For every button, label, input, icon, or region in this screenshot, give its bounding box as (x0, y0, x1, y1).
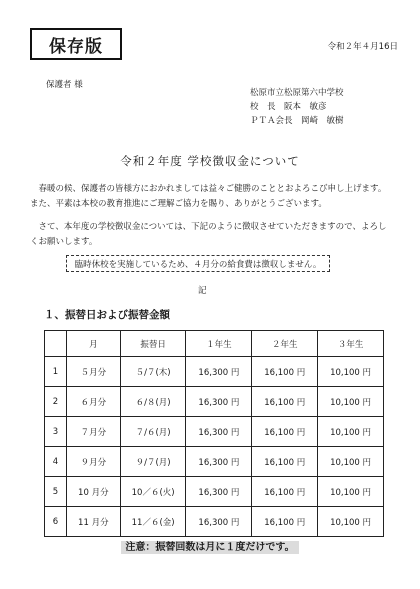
row-grade-2-amount: 16,100 円 (252, 447, 318, 477)
table-row (45, 387, 384, 417)
header-month: 月 (66, 331, 120, 357)
archive-stamp: 保存版 (30, 28, 122, 60)
fee-table (44, 330, 384, 537)
table-row (45, 477, 384, 507)
row-grade-2-amount: 16,100 円 (252, 387, 318, 417)
row-grade-2-amount: 16,100 円 (252, 357, 318, 387)
row-grade-2-amount: 16,100 円 (252, 507, 318, 537)
header-grade-2: ２年生 (252, 331, 318, 357)
header-no (45, 331, 67, 357)
row-grade-3-amount: 10,100 円 (318, 507, 384, 537)
row-transfer-date: 10／６(火) (120, 477, 186, 507)
row-month: ６月分 (66, 387, 120, 417)
row-transfer-date: ５/７(木) (120, 357, 186, 387)
row-grade-2-amount: 16,100 円 (252, 477, 318, 507)
section-title: １、振替日および振替金額 (44, 309, 170, 321)
pta-chair-name: ＰＴＡ会長 岡崎 敏樹 (250, 116, 344, 126)
request-paragraph: さて、本年度の学校徴収金については、下記のように徴収させていただきますので、よろしくお願いします。 (30, 222, 387, 247)
table-row (45, 357, 384, 387)
header-transfer-date: 振替日 (120, 331, 186, 357)
ki-marker: 記 (198, 286, 207, 296)
row-month: ９月分 (66, 447, 120, 477)
row-grade-3-amount: 10,100 円 (318, 357, 384, 387)
table-row (45, 507, 384, 537)
row-no: 3 (45, 417, 67, 447)
row-grade-1-amount: 16,300 円 (186, 507, 252, 537)
recipient: 保護者 様 (46, 80, 83, 90)
row-grade-3-amount: 10,100 円 (318, 387, 384, 417)
greeting-paragraph: 春暖の候、保護者の皆様方におかれましては益々ご健勝のこととおよろこび申し上げます。また、平素は本校の教育推進にご理解ご協力を賜り、ありがとうございます。 (30, 184, 387, 209)
row-grade-3-amount: 10,100 円 (318, 447, 384, 477)
row-month: 11 月分 (66, 507, 120, 537)
issue-date: 令和２年４月16日 (327, 42, 398, 52)
document-title: 令和２年度 学校徴収金について (120, 154, 300, 168)
row-transfer-date: 11／６(金) (120, 507, 186, 537)
table-header-row (45, 331, 384, 357)
sender-block (250, 86, 400, 128)
notice-box: 臨時休校を実施しているため、４月分の給食費は徴収しません。 (66, 255, 330, 272)
row-grade-1-amount: 16,300 円 (186, 477, 252, 507)
principal-name: 校 長 阪本 敏彦 (250, 102, 327, 112)
row-grade-3-amount: 10,100 円 (318, 417, 384, 447)
caution-text: 注意：振替回数は月に１度だけです。 (121, 541, 298, 554)
row-grade-3-amount: 10,100 円 (318, 477, 384, 507)
table-row (45, 417, 384, 447)
row-no: 1 (45, 357, 67, 387)
table-row (45, 447, 384, 477)
row-grade-2-amount: 16,100 円 (252, 417, 318, 447)
row-grade-1-amount: 16,300 円 (186, 357, 252, 387)
header-grade-3: ３年生 (318, 331, 384, 357)
row-transfer-date: ７/６(月) (120, 417, 186, 447)
row-grade-1-amount: 16,300 円 (186, 417, 252, 447)
row-no: 4 (45, 447, 67, 477)
header-grade-1: １年生 (186, 331, 252, 357)
row-transfer-date: ９/７(月) (120, 447, 186, 477)
caution-note (0, 538, 420, 553)
school-name: 松原市立松原第六中学校 (250, 88, 344, 98)
row-grade-1-amount: 16,300 円 (186, 447, 252, 477)
row-no: 6 (45, 507, 67, 537)
row-grade-1-amount: 16,300 円 (186, 387, 252, 417)
row-no: 5 (45, 477, 67, 507)
row-no: 2 (45, 387, 67, 417)
row-transfer-date: ６/８(月) (120, 387, 186, 417)
row-month: 10 月分 (66, 477, 120, 507)
row-month: ７月分 (66, 417, 120, 447)
row-month: ５月分 (66, 357, 120, 387)
